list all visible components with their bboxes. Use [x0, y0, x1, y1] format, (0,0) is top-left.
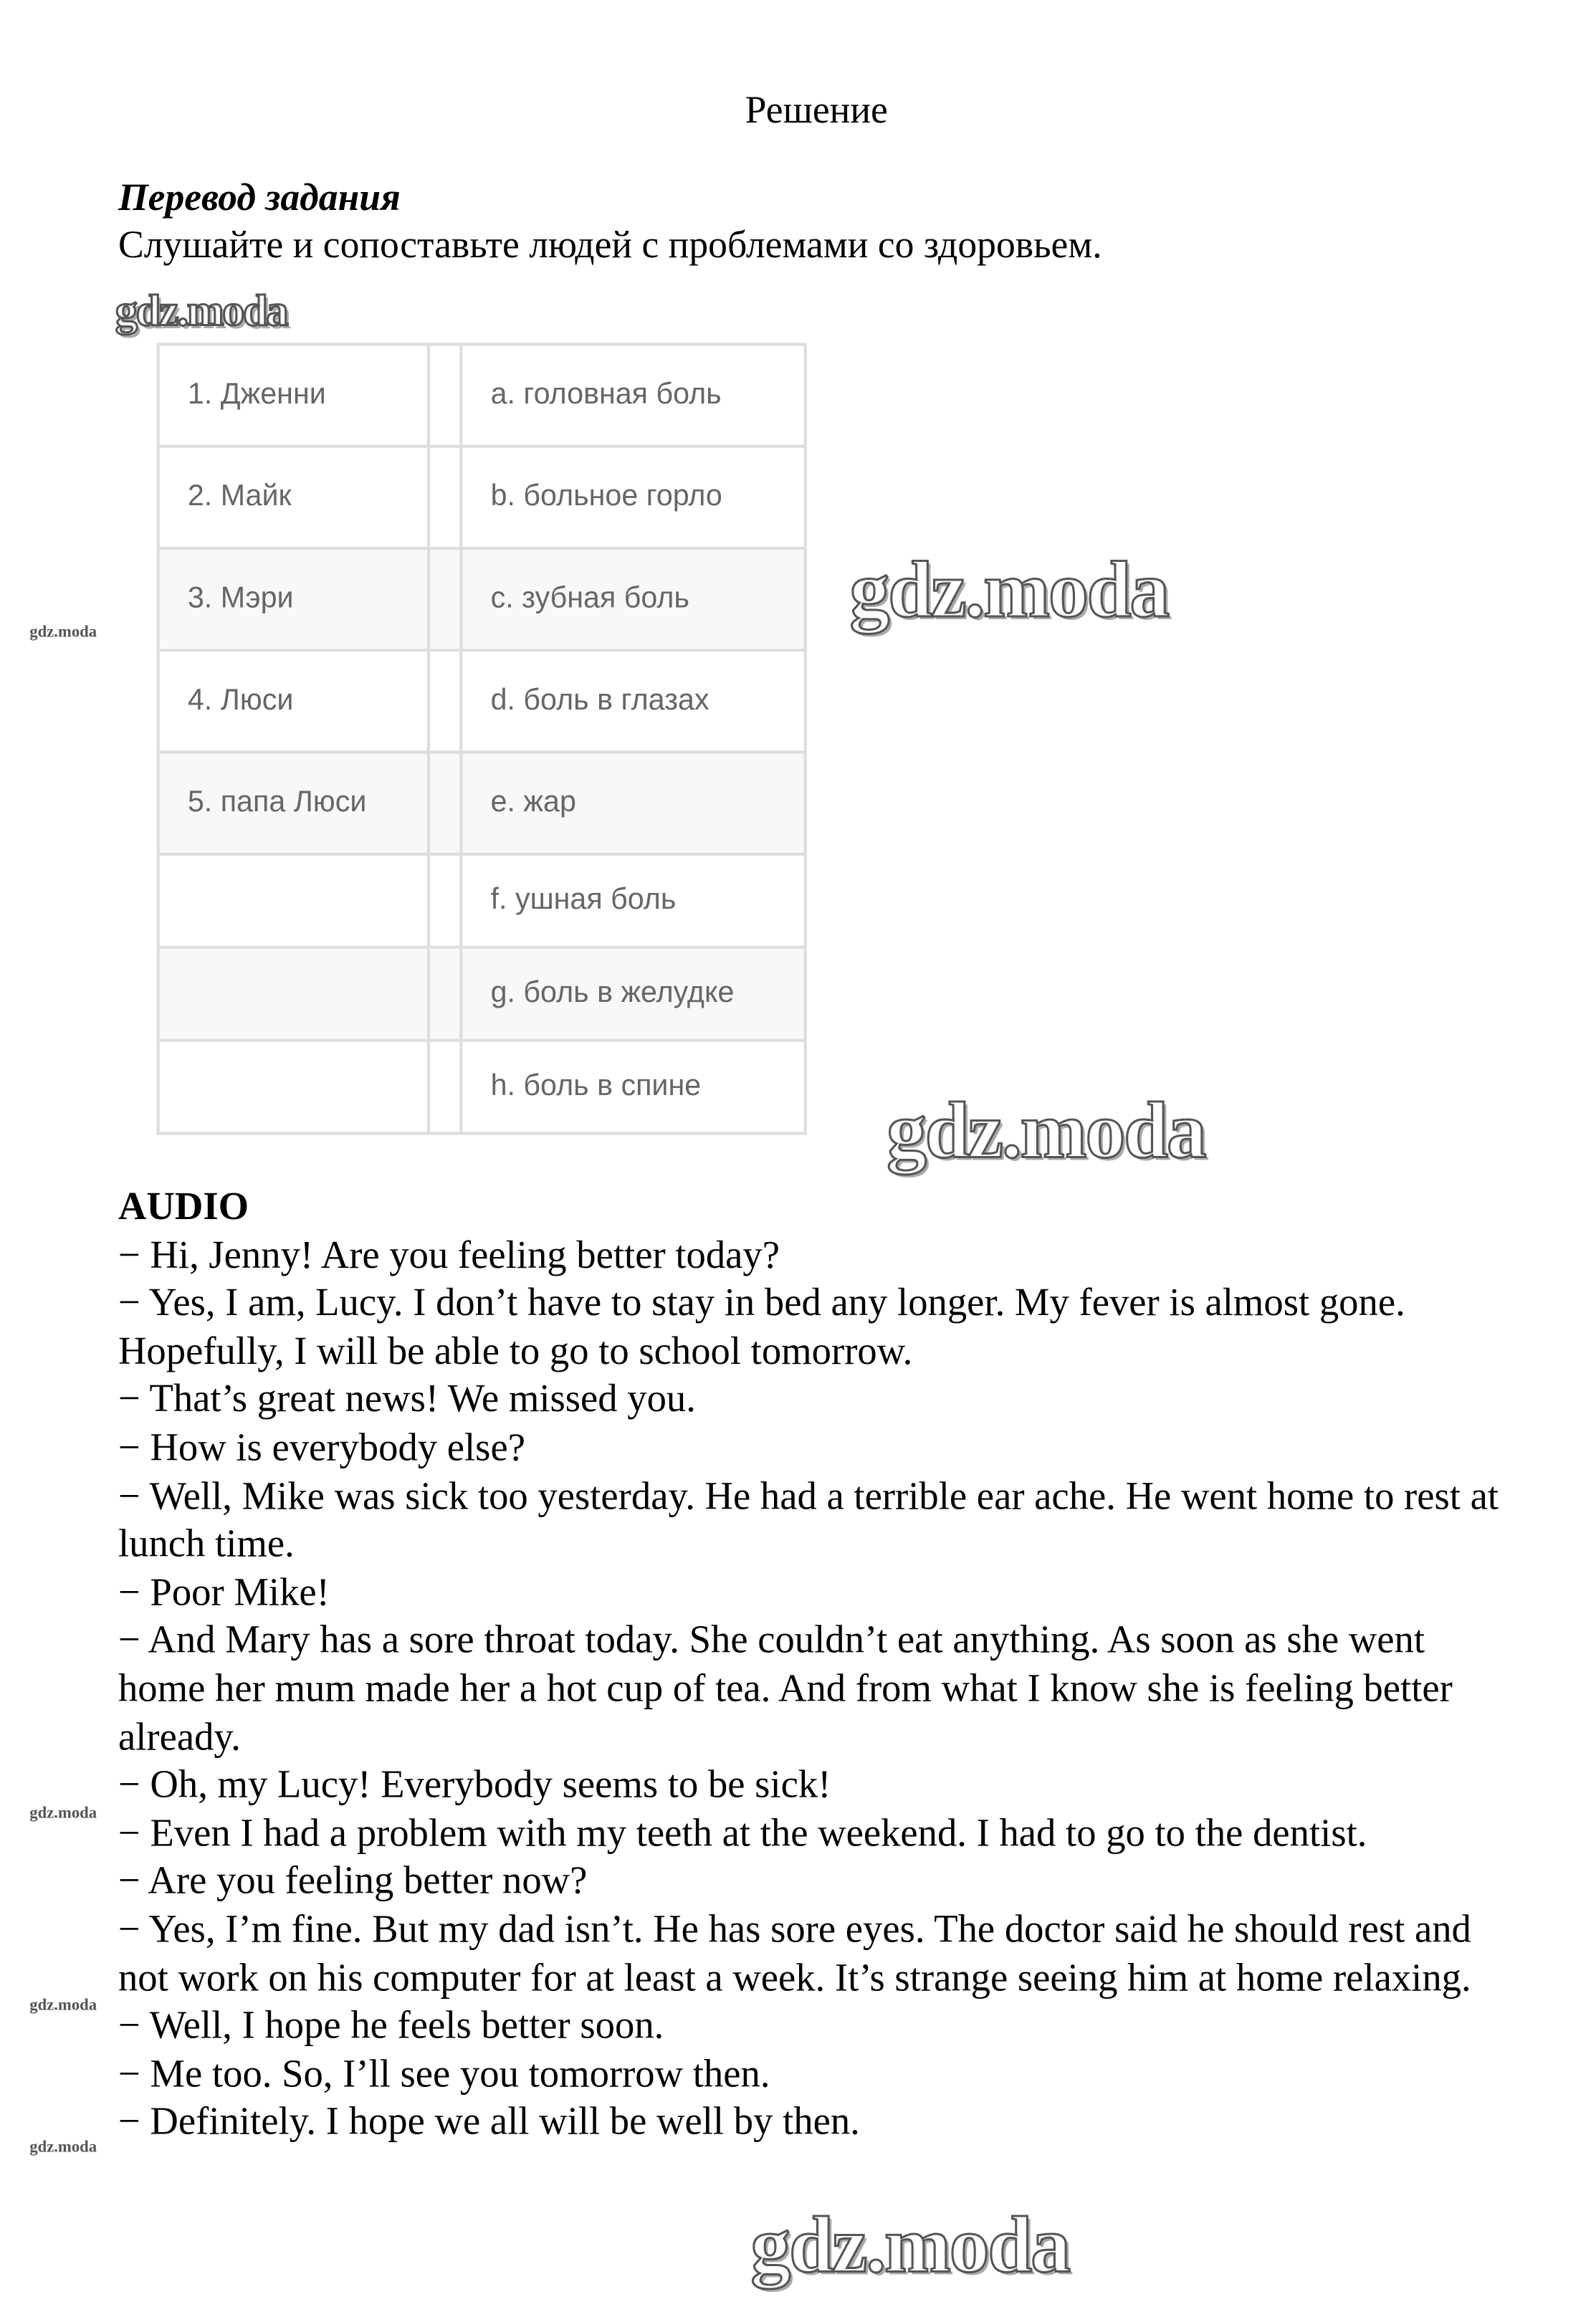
person-cell: 1. Дженни — [158, 344, 429, 446]
answer-cell — [429, 446, 461, 548]
dialogue-line: − Me too. So, I’ll see you tomorrow then. — [118, 2050, 770, 2096]
problem-cell: h. боль в спине — [461, 1041, 805, 1134]
watermark: gdz.moda — [115, 287, 287, 336]
table-row — [158, 344, 806, 446]
watermark: gdz.moda — [750, 2200, 1069, 2290]
person-cell: 4. Люси — [158, 650, 429, 752]
person-cell — [158, 854, 429, 947]
problem-cell: e. жар — [461, 753, 805, 854]
problem-cell: d. боль в глазах — [461, 650, 805, 752]
watermark: gdz.moda — [887, 1086, 1205, 1175]
table-row — [158, 650, 806, 752]
dialogue-line: − Poor Mike! — [118, 1569, 330, 1614]
person-cell: 2. Майк — [158, 446, 429, 548]
watermark: gdz.moda — [29, 2138, 97, 2156]
problem-cell: c. зубная боль — [461, 548, 805, 650]
dialogue-line: − Well, I hope he feels better soon. — [118, 2002, 664, 2048]
table-row — [158, 1041, 806, 1134]
problem-cell: b. больное горло — [461, 446, 805, 548]
dialogue-line: − Definitely. I hope we all will be well by then. — [118, 2098, 860, 2144]
audio-heading: AUDIO — [118, 1183, 249, 1228]
person-cell: 3. Мэри — [158, 548, 429, 650]
dialogue-line: − Even I had a problem with my teeth at the weekend. I had to go to the dentist. — [118, 1810, 1367, 1855]
answer-cell — [429, 650, 461, 752]
problem-cell: a. головная боль — [461, 344, 805, 446]
page-title: Решение — [745, 88, 888, 132]
problem-cell: f. ушная боль — [461, 854, 805, 947]
watermark: gdz.moda — [849, 545, 1169, 634]
audio-section — [118, 1183, 1500, 2146]
dialogue-line: − Hi, Jenny! Are you feeling better today? — [118, 1231, 780, 1276]
answer-cell — [429, 753, 461, 854]
table-row — [158, 854, 806, 947]
dialogue-line: − Well, Mike was sick too yesterday. He had a terrible ear ache. He went home to rest at lunch time. — [118, 1472, 1499, 1565]
answer-cell — [429, 1041, 461, 1134]
problem-cell: g. боль в желудке — [461, 947, 805, 1041]
dialogue-line: − Yes, I’m fine. But my dad isn’t. He has sore eyes. The doctor said he should rest and not work on his computer for at least a week. It’s strange seeing him at home relaxing. — [118, 1906, 1471, 1999]
dialogue-line: − How is everybody else? — [118, 1424, 525, 1469]
person-cell — [158, 947, 429, 1041]
dialogue-line: − Oh, my Lucy! Everybody seems to be sick! — [118, 1762, 831, 1807]
dialogue-line: − Yes, I am, Lucy. I don’t have to stay in bed any longer. My fever is almost gone. Hopefully, I will be able to go to school tomorrow. — [118, 1280, 1405, 1373]
dialogue-line: − And Mary has a sore throat today. She couldn’t eat anything. As soon as she went home her mum made her a hot cup of tea. And from what I know she is feeling better already. — [118, 1617, 1453, 1758]
task-heading: Перевод задания — [118, 176, 401, 219]
watermark: gdz.moda — [29, 1996, 97, 2015]
watermark: gdz.moda — [29, 1804, 97, 1823]
watermark: gdz.moda — [29, 624, 97, 641]
dialogue-line: − Are you feeling better now? — [118, 1858, 588, 1903]
person-cell — [158, 1041, 429, 1134]
person-cell: 5. папа Люси — [158, 753, 429, 854]
table-row — [158, 548, 806, 650]
answer-cell — [429, 548, 461, 650]
answer-cell — [429, 854, 461, 947]
task-text: Слушайте и сопоставьте людей с проблемами со здоровьем. — [118, 223, 1102, 267]
table-row — [158, 446, 806, 548]
table-row — [158, 753, 806, 854]
answer-cell — [429, 344, 461, 446]
matching-table — [157, 343, 807, 1134]
table-row — [158, 947, 806, 1041]
answer-cell — [429, 947, 461, 1041]
dialogue-line: − That’s great news! We missed you. — [118, 1376, 696, 1421]
